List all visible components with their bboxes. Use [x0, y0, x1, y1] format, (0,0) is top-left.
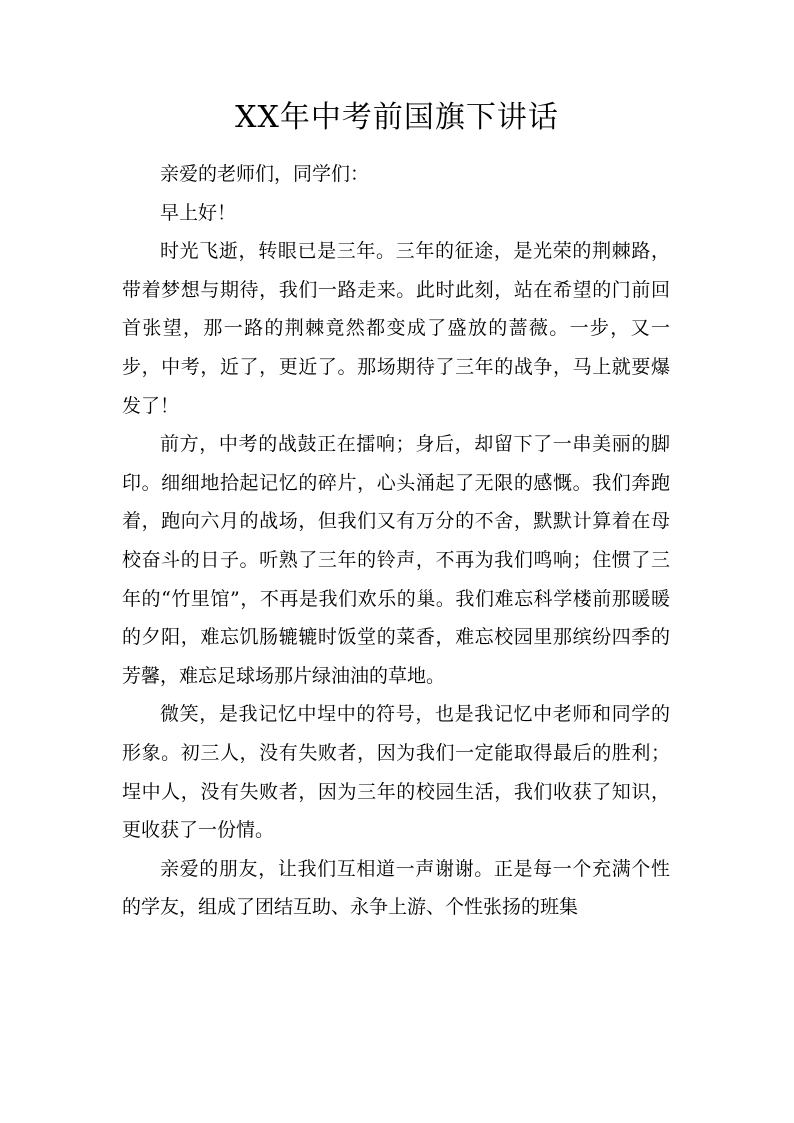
- body-paragraph: 时光飞逝，转眼已是三年。三年的征途，是光荣的荆棘路，带着梦想与期待，我们一路走来。此时此刻，站在希望的门前回首张望，那一路的荆棘竟然都变成了盛放的蔷薇。一步，又一步，中考，近了，更近了。那场期待了三年的战争，马上就要爆发了！: [122, 240, 670, 417]
- greeting-paragraph: 亲爱的老师们，同学们：: [160, 163, 370, 185]
- morning-greeting-paragraph: 早上好！: [160, 201, 237, 224]
- document-body: [122, 155, 670, 927]
- document-title: XX年中考前国旗下讲话: [235, 100, 559, 135]
- body-paragraph: 微笑，是我记忆中埕中的符号，也是我记忆中老师和同学的形象。初三人，没有失败者，因为我们一定能取得最后的胜利；埕中人，没有失败者，因为三年的校园生活，我们收获了知识，更收获了一份情。: [122, 703, 670, 842]
- body-paragraph: 亲爱的朋友，让我们互相道一声谢谢。正是每一个充满个性的学友，组成了团结互助、永争上游、个性张扬的班集: [122, 857, 670, 919]
- body-paragraph: 前方，中考的战鼓正在擂响；身后，却留下了一串美丽的脚印。细细地拾起记忆的碎片，心头涌起了无限的感慨。我们奔跑着，跑向六月的战场，但我们又有万分的不舍，默默计算着在母校奋斗的日子。听熟了三年的铃声，不再为我们鸣响；住惯了三年的“竹里馆”，不再是我们欢乐的巢。我们难忘科学楼前那暖暖的夕阳，难忘饥肠辘辘时饭堂的菜香，难忘校园里那缤纷四季的芳馨，难忘足球场那片绿油油的草地。: [122, 433, 670, 687]
